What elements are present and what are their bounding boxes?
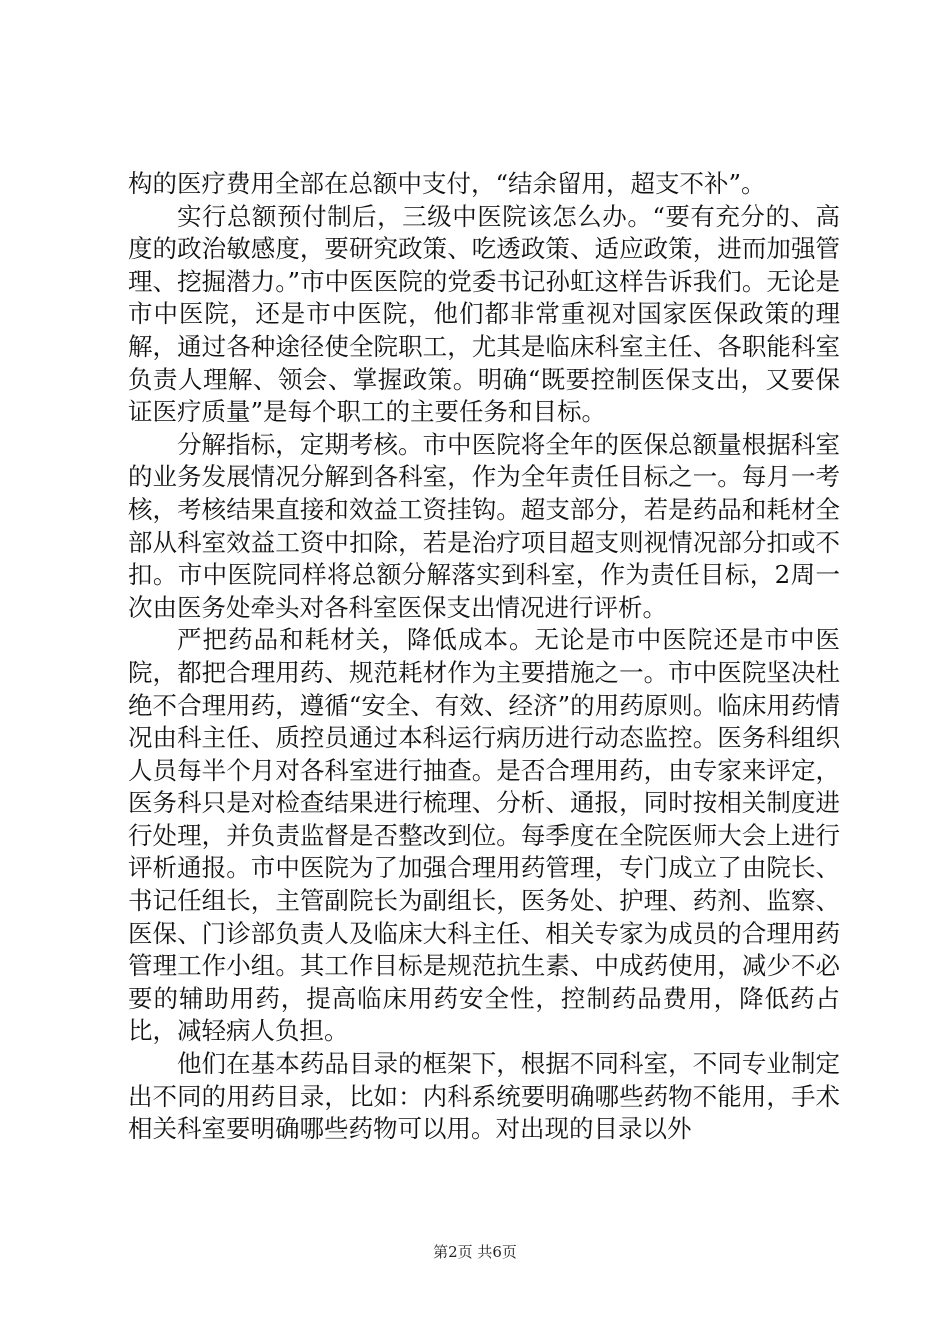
paragraph-indicator-breakdown: 分解指标，定期考核。市中医院将全年的医保总额量根据科室的业务发展情况分解到各科室，作为全年责任目标之一。每月一考核，考核结果直接和效益工资挂钩。超支部分，若是药品和耗材全部从科室效益工资中扣除，若是治疗项目超支则视情况部分扣或不扣。市中医院同样将总额分解落实到科室，作为责任目标，2周一次由医务处牵头对各科室医保支出情况进行评析。 — [128, 429, 840, 622]
paragraph-drug-control: 严把药品和耗材关，降低成本。无论是市中医院还是市中医院，都把合理用药、规范耗材作为主要措施之一。市中医院坚决杜绝不合理用药，遵循“安全、有效、经济”的用药原则。临床用药情况由科主任、质控员通过本科运行病历进行动态监控。医务科组织人员每半个月对各科室进行抽查。是否合理用药，由专家来评定，医务科只是对检查结果进行梳理、分析、通报，同时按相关制度进行处理，并负责监督是否整改到位。每季度在全院医师大会上进行评析通报。市中医院为了加强合理用药管理，专门成立了由院长、书记任组长，主管副院长为副组长，医务处、护理、药剂、监察、医保、门诊部负责人及临床大科主任、相关专家为成员的合理用药管理工作小组。其工作目标是规范抗生素、中成药使用，减少不必要的辅助用药，提高临床用药安全性，控制药品费用，降低药占比，减轻病人负担。 — [128, 625, 840, 1046]
paragraph-continued: 构的医疗费用全部在总额中支付，“结余留用，超支不补”。 — [128, 169, 766, 198]
document-body — [128, 168, 840, 1146]
page-number-footer: 第2页 共6页 — [433, 1243, 517, 1261]
paragraph-drug-catalog: 他们在基本药品目录的框架下，根据不同科室，不同专业制定出不同的用药目录，比如：内科系统要明确哪些药物不能用，手术相关科室要明确哪些药物可以用。对出现的目录以外 — [128, 1049, 840, 1144]
paragraph-total-prepayment: 实行总额预付制后，三级中医院该怎么办。“要有充分的、高度的政治敏感度，要研究政策、吃透政策、适应政策，进而加强管理、挖掘潜力。”市中医医院的党委书记孙虹这样告诉我们。无论是市中医院，还是市中医院，他们都非常重视对国家医保政策的理解，通过各种途径使全院职工，尤其是临床科室主任、各职能科室负责人理解、领会、掌握政策。明确“既要控制医保支出，又要保证医疗质量”是每个职工的主要任务和目标。 — [128, 201, 840, 427]
